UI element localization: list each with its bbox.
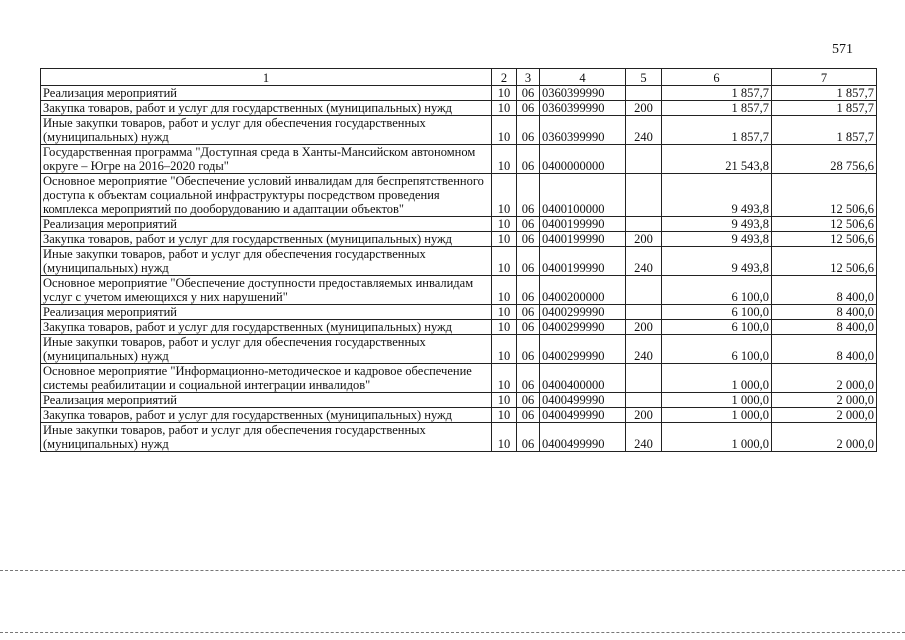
amount-cell-col6: 1 000,0	[662, 364, 772, 393]
section-cell: 10	[492, 101, 517, 116]
target-article-cell: 0400299990	[540, 320, 626, 335]
target-article-cell: 0400499990	[540, 408, 626, 423]
row-name-cell: Реализация мероприятий	[41, 393, 492, 408]
amount-cell-col6: 1 000,0	[662, 393, 772, 408]
subsection-cell: 06	[517, 86, 540, 101]
target-article-cell: 0360399990	[540, 116, 626, 145]
table-row	[41, 86, 877, 101]
row-name-cell: Основное мероприятие "Обеспечение условий инвалидам для беспрепятственного доступа к объектам социальной инфраструктуры посредством проведения комплекса мероприятий по дооборудованию и адаптации объектов"	[41, 174, 492, 217]
row-name-cell: Реализация мероприятий	[41, 86, 492, 101]
amount-cell-col6: 6 100,0	[662, 305, 772, 320]
section-cell: 10	[492, 217, 517, 232]
section-cell: 10	[492, 232, 517, 247]
section-cell: 10	[492, 276, 517, 305]
section-cell: 10	[492, 408, 517, 423]
amount-cell-col7: 12 506,6	[772, 217, 877, 232]
target-article-cell: 0400200000	[540, 276, 626, 305]
table-row	[41, 305, 877, 320]
section-cell: 10	[492, 364, 517, 393]
section-cell: 10	[492, 247, 517, 276]
row-name-cell: Закупка товаров, работ и услуг для государственных (муниципальных) нужд	[41, 408, 492, 423]
row-name-cell: Реализация мероприятий	[41, 217, 492, 232]
section-cell: 10	[492, 393, 517, 408]
amount-cell-col7: 2 000,0	[772, 423, 877, 452]
subsection-cell: 06	[517, 408, 540, 423]
amount-cell-col6: 21 543,8	[662, 145, 772, 174]
expense-type-cell: 240	[626, 247, 662, 276]
target-article-cell: 0360399990	[540, 86, 626, 101]
subsection-cell: 06	[517, 145, 540, 174]
scan-bottom-line	[0, 632, 905, 633]
amount-cell-col6: 1 000,0	[662, 408, 772, 423]
column-header: 1	[41, 69, 492, 86]
amount-cell-col6: 1 857,7	[662, 86, 772, 101]
amount-cell-col7: 1 857,7	[772, 116, 877, 145]
amount-cell-col7: 12 506,6	[772, 232, 877, 247]
amount-cell-col6: 6 100,0	[662, 320, 772, 335]
amount-cell-col7: 8 400,0	[772, 320, 877, 335]
budget-table	[40, 68, 877, 452]
expense-type-cell: 200	[626, 320, 662, 335]
target-article-cell: 0400400000	[540, 364, 626, 393]
amount-cell-col7: 12 506,6	[772, 247, 877, 276]
table-row	[41, 247, 877, 276]
row-name-cell: Закупка товаров, работ и услуг для государственных (муниципальных) нужд	[41, 320, 492, 335]
amount-cell-col7: 28 756,6	[772, 145, 877, 174]
section-cell: 10	[492, 86, 517, 101]
amount-cell-col6: 6 100,0	[662, 276, 772, 305]
section-cell: 10	[492, 145, 517, 174]
amount-cell-col6: 9 493,8	[662, 174, 772, 217]
section-cell: 10	[492, 423, 517, 452]
amount-cell-col7: 2 000,0	[772, 393, 877, 408]
table-row	[41, 364, 877, 393]
subsection-cell: 06	[517, 232, 540, 247]
table-row	[41, 101, 877, 116]
amount-cell-col6: 9 493,8	[662, 232, 772, 247]
target-article-cell: 0400199990	[540, 247, 626, 276]
section-cell: 10	[492, 305, 517, 320]
amount-cell-col7: 1 857,7	[772, 101, 877, 116]
subsection-cell: 06	[517, 247, 540, 276]
table-row	[41, 423, 877, 452]
target-article-cell: 0400100000	[540, 174, 626, 217]
scan-cut-line	[0, 570, 905, 571]
subsection-cell: 06	[517, 276, 540, 305]
target-article-cell: 0400299990	[540, 335, 626, 364]
amount-cell-col6: 1 000,0	[662, 423, 772, 452]
column-header: 3	[517, 69, 540, 86]
amount-cell-col7: 2 000,0	[772, 408, 877, 423]
expense-type-cell: 240	[626, 423, 662, 452]
table-row	[41, 320, 877, 335]
expense-type-cell: 240	[626, 116, 662, 145]
table-row	[41, 408, 877, 423]
column-header: 6	[662, 69, 772, 86]
amount-cell-col7: 8 400,0	[772, 305, 877, 320]
amount-cell-col6: 9 493,8	[662, 247, 772, 276]
subsection-cell: 06	[517, 393, 540, 408]
amount-cell-col6: 1 857,7	[662, 116, 772, 145]
row-name-cell: Иные закупки товаров, работ и услуг для обеспечения государственных (муниципальных) нужд	[41, 335, 492, 364]
row-name-cell: Государственная программа "Доступная среда в Ханты-Мансийском автономном округе – Югре на 2016–2020 годы"	[41, 145, 492, 174]
subsection-cell: 06	[517, 320, 540, 335]
expense-type-cell	[626, 86, 662, 101]
subsection-cell: 06	[517, 174, 540, 217]
expense-type-cell	[626, 145, 662, 174]
column-header: 7	[772, 69, 877, 86]
amount-cell-col7: 8 400,0	[772, 335, 877, 364]
subsection-cell: 06	[517, 423, 540, 452]
expense-type-cell	[626, 174, 662, 217]
expense-type-cell	[626, 305, 662, 320]
expense-type-cell: 200	[626, 408, 662, 423]
target-article-cell: 0360399990	[540, 101, 626, 116]
table-row	[41, 116, 877, 145]
amount-cell-col7: 2 000,0	[772, 364, 877, 393]
row-name-cell: Иные закупки товаров, работ и услуг для обеспечения государственных (муниципальных) нужд	[41, 116, 492, 145]
row-name-cell: Закупка товаров, работ и услуг для государственных (муниципальных) нужд	[41, 101, 492, 116]
amount-cell-col6: 1 857,7	[662, 101, 772, 116]
subsection-cell: 06	[517, 364, 540, 393]
table-row	[41, 276, 877, 305]
section-cell: 10	[492, 335, 517, 364]
row-name-cell: Реализация мероприятий	[41, 305, 492, 320]
column-header: 5	[626, 69, 662, 86]
target-article-cell: 0400199990	[540, 232, 626, 247]
target-article-cell: 0400499990	[540, 423, 626, 452]
amount-cell-col6: 6 100,0	[662, 335, 772, 364]
table-row	[41, 174, 877, 217]
row-name-cell: Иные закупки товаров, работ и услуг для обеспечения государственных (муниципальных) нужд	[41, 247, 492, 276]
expense-type-cell: 200	[626, 101, 662, 116]
expense-type-cell	[626, 364, 662, 393]
page-number: 571	[832, 42, 853, 57]
row-name-cell: Основное мероприятие "Информационно-методическое и кадровое обеспечение системы реабилитации и социальной интеграции инвалидов"	[41, 364, 492, 393]
target-article-cell: 0400499990	[540, 393, 626, 408]
column-header: 4	[540, 69, 626, 86]
expense-type-cell	[626, 393, 662, 408]
row-name-cell: Закупка товаров, работ и услуг для государственных (муниципальных) нужд	[41, 232, 492, 247]
table-body	[41, 86, 877, 452]
target-article-cell: 0400199990	[540, 217, 626, 232]
section-cell: 10	[492, 174, 517, 217]
expense-type-cell	[626, 276, 662, 305]
amount-cell-col7: 8 400,0	[772, 276, 877, 305]
subsection-cell: 06	[517, 101, 540, 116]
table-row	[41, 232, 877, 247]
table-row	[41, 393, 877, 408]
table-row	[41, 145, 877, 174]
target-article-cell: 0400299990	[540, 305, 626, 320]
section-cell: 10	[492, 320, 517, 335]
amount-cell-col6: 9 493,8	[662, 217, 772, 232]
table-row	[41, 335, 877, 364]
expense-type-cell	[626, 217, 662, 232]
amount-cell-col7: 12 506,6	[772, 174, 877, 217]
header-row	[41, 69, 877, 86]
target-article-cell: 0400000000	[540, 145, 626, 174]
subsection-cell: 06	[517, 335, 540, 364]
expense-type-cell: 240	[626, 335, 662, 364]
column-header: 2	[492, 69, 517, 86]
subsection-cell: 06	[517, 305, 540, 320]
amount-cell-col7: 1 857,7	[772, 86, 877, 101]
section-cell: 10	[492, 116, 517, 145]
expense-type-cell: 200	[626, 232, 662, 247]
row-name-cell: Основное мероприятие "Обеспечение доступности предоставляемых инвалидам услуг с учетом имеющихся у них нарушений"	[41, 276, 492, 305]
subsection-cell: 06	[517, 217, 540, 232]
table-row	[41, 217, 877, 232]
row-name-cell: Иные закупки товаров, работ и услуг для обеспечения государственных (муниципальных) нужд	[41, 423, 492, 452]
subsection-cell: 06	[517, 116, 540, 145]
